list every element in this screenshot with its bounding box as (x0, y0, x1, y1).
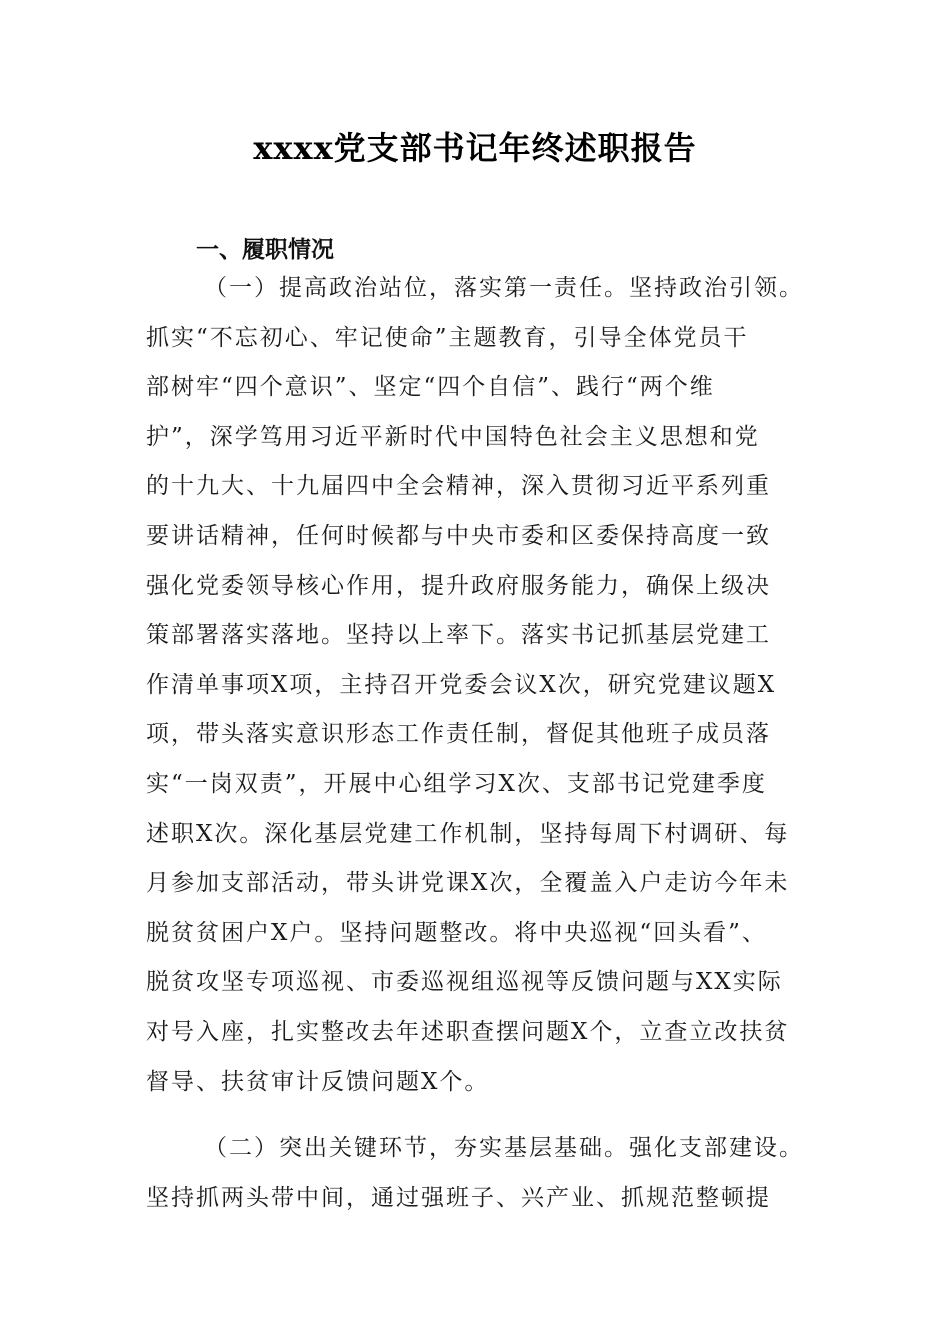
text-line: 护”，深学笃用习近平新时代中国特色社会主义思想和党 (146, 423, 760, 450)
text-line: （一）提高政治站位，落实第一责任。坚持政治引领。 (204, 275, 804, 301)
text-line: 抓实“不忘初心、牢记使命”主题教育，引导全体党员干 (146, 324, 749, 351)
section-heading: 一、履职情况 (196, 237, 334, 263)
text-line: 月参加支部活动，带头讲党课X次，全覆盖入户走访今年未 (146, 870, 790, 897)
text-line: 作清单事项X项，主持召开党委会议X次，研究党建议题X (146, 671, 777, 698)
text-line: 督导、扶贫审计反馈问题X个。 (146, 1068, 490, 1095)
text-line: 的十九大、十九届四中全会精神，深入贯彻习近平系列重 (146, 473, 771, 500)
text-line: 实“一岗双责”，开展中心组学习X次、支部书记党建季度 (146, 770, 767, 797)
text-line: 坚持抓两头带中间，通过强班子、兴产业、抓规范整顿提 (146, 1184, 771, 1211)
text-line: 强化党委领导核心作用，提升政府服务能力，确保上级决 (146, 572, 771, 599)
text-line: 要讲话精神，任何时候都与中央市委和区委保持高度一致 (146, 522, 771, 549)
text-line: （二）突出关键环节，夯实基层基础。强化支部建设。 (204, 1135, 804, 1161)
text-line: 对号入座，扎实整改去年述职查摆问题X个，立查立改扶贫 (146, 1018, 790, 1045)
paragraph-1 (146, 264, 836, 1107)
document-title: xxxx党支部书记年终述职报告 (253, 129, 697, 167)
text-line: 项，带头落实意识形态工作责任制，督促其他班子成员落 (146, 721, 771, 748)
text-line: 脱贫贫困户X户。坚持问题整改。将中央巡视“回头看”、 (146, 919, 767, 946)
paragraph-2 (146, 1124, 836, 1223)
text-line: 策部署落实落地。坚持以上率下。落实书记抓基层党建工 (146, 622, 771, 649)
text-line: 述职X次。深化基层党建工作机制，坚持每周下村调研、每 (146, 820, 790, 847)
text-line: 脱贫攻坚专项巡视、市委巡视组巡视等反馈问题与XX实际 (146, 969, 783, 996)
text-line: 部树牢“四个意识”、坚定“四个自信”、践行“两个维 (146, 374, 715, 401)
